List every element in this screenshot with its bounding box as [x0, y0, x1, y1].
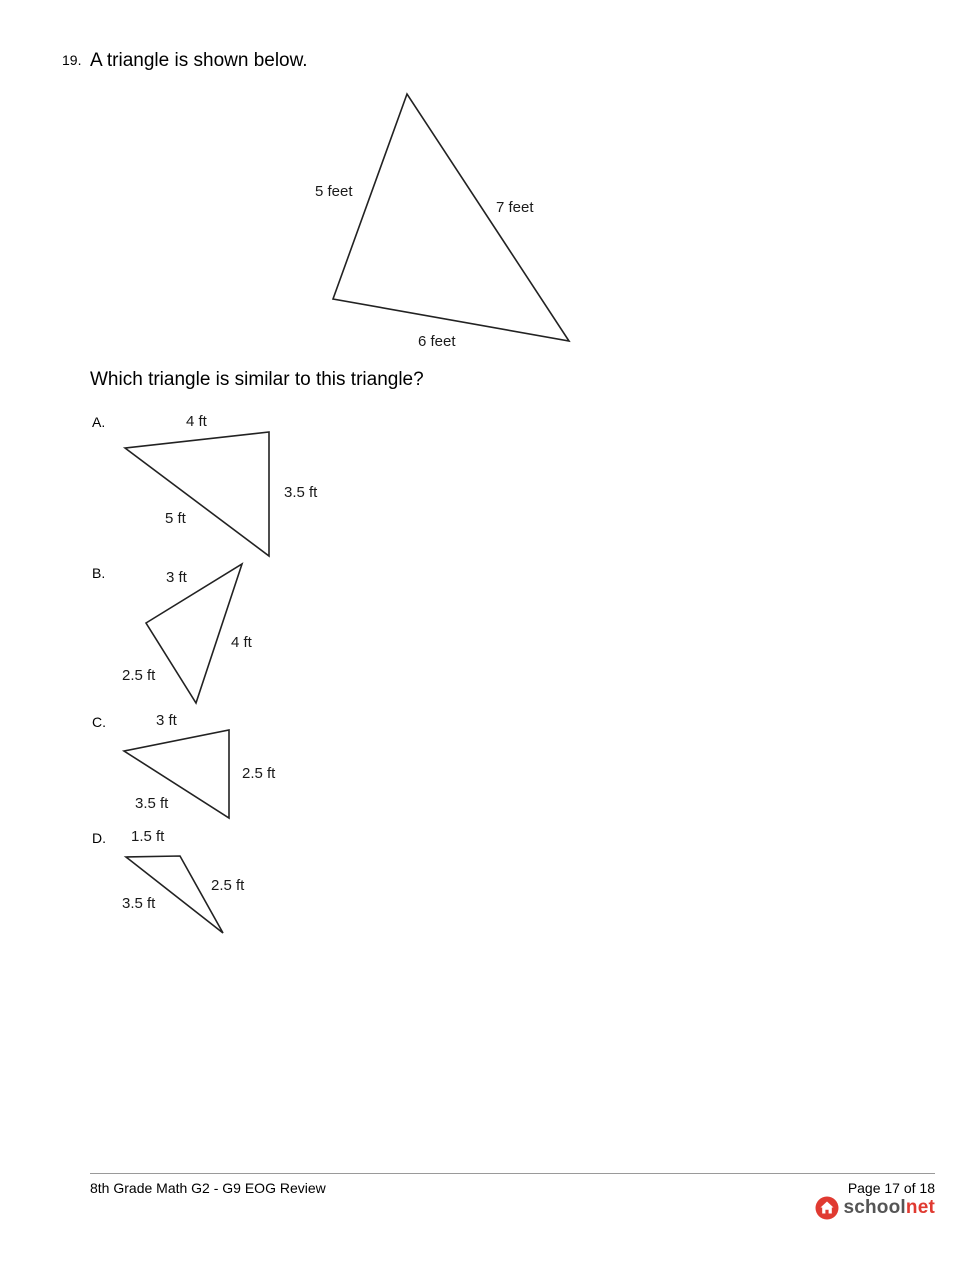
page-number: Page 17 of 18: [847, 1180, 935, 1196]
option-d-label-right: 2.5 ft: [211, 877, 245, 894]
option-c-label-right: 2.5 ft: [242, 765, 276, 782]
option-c-letter[interactable]: C.: [92, 714, 106, 730]
option-c-label-top: 3 ft: [156, 712, 177, 729]
footer-title: 8th Grade Math G2 - G9 EOG Review: [90, 1180, 326, 1196]
option-d-label-left: 3.5 ft: [122, 895, 156, 912]
option-a[interactable]: [125, 413, 318, 556]
main-triangle-bottom-label: 6 feet: [418, 333, 456, 350]
question-text: A triangle is shown below.: [90, 50, 308, 71]
option-b-label-left: 2.5 ft: [122, 667, 156, 684]
main-triangle-shape: [333, 94, 569, 341]
house-icon: [815, 1196, 839, 1220]
question-number: 19.: [62, 52, 82, 68]
option-c-label-bottom: 3.5 ft: [135, 795, 169, 812]
schoolnet-logo: [815, 1196, 935, 1220]
option-a-label-top: 4 ft: [186, 413, 207, 430]
main-triangle-left-label: 5 feet: [315, 183, 353, 200]
option-a-triangle: [125, 432, 269, 556]
option-b-label-top: 3 ft: [166, 569, 187, 586]
option-b[interactable]: [122, 564, 253, 703]
option-b-label-right: 4 ft: [231, 634, 252, 651]
logo-text-net: net: [905, 1197, 935, 1218]
option-c[interactable]: [124, 712, 276, 818]
option-d-label-top: 1.5 ft: [131, 828, 165, 845]
main-triangle: [315, 94, 569, 350]
question-prompt: Which triangle is similar to this triangle?: [90, 369, 424, 390]
option-d-letter[interactable]: D.: [92, 830, 106, 846]
option-b-letter[interactable]: B.: [92, 565, 106, 581]
logo-wordmark: [843, 1197, 935, 1219]
option-a-label-bottom: 5 ft: [165, 510, 186, 527]
option-d[interactable]: [122, 828, 245, 933]
option-a-label-right: 3.5 ft: [284, 484, 318, 501]
main-triangle-right-label: 7 feet: [496, 199, 534, 216]
option-a-letter[interactable]: A.: [92, 414, 106, 430]
option-b-triangle: [146, 564, 242, 703]
logo-text-school: school: [843, 1197, 906, 1218]
footer-divider: [90, 1173, 935, 1174]
